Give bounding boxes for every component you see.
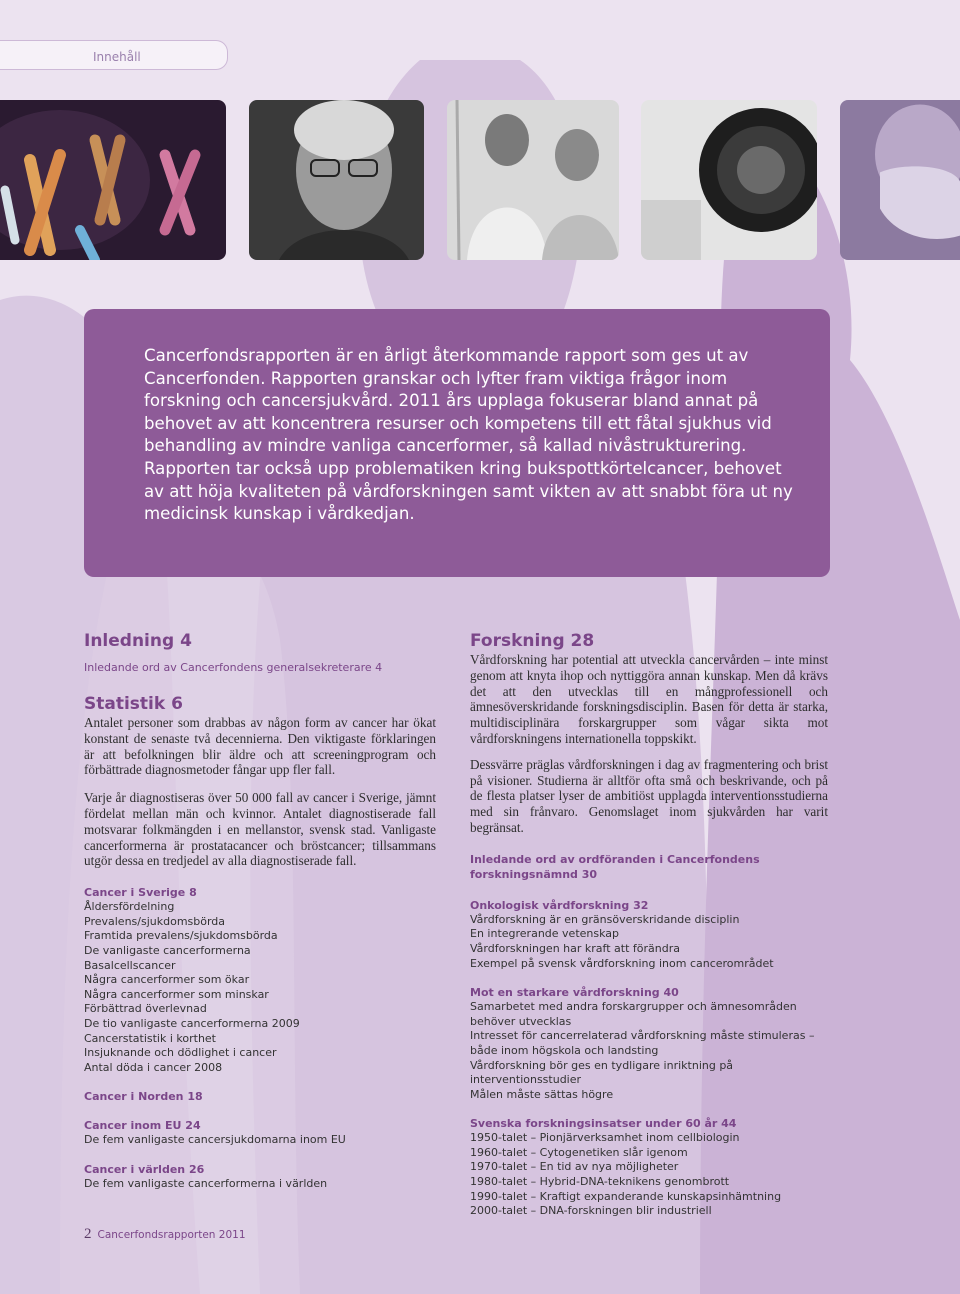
list-item[interactable]: Några cancerformer som minskar xyxy=(84,987,269,1001)
toc-statistik[interactable]: Statistik 6 xyxy=(84,694,183,714)
list-item[interactable]: Förbättrad överlevnad xyxy=(84,1002,207,1016)
list-item[interactable]: 1970-talet – En tid av nya möjligheter xyxy=(470,1160,679,1174)
toc-insatser[interactable]: Svenska forskningsinsatser under 60 år 44 xyxy=(470,1117,737,1131)
list-item[interactable]: Cancerstatistik i korthet xyxy=(84,1031,216,1045)
list-item[interactable]: En integrerande vetenskap xyxy=(470,927,619,941)
list-item[interactable]: Exempel på svensk vårdforskning inom cancerområdet xyxy=(470,956,774,970)
photo-man-glasses xyxy=(249,100,424,260)
list-item[interactable]: Åldersfördelning xyxy=(84,900,175,914)
toc-cancer-varlden[interactable]: Cancer i världen 26 xyxy=(84,1162,205,1176)
list-item[interactable]: 1980-talet – Hybrid-DNA-teknikens genombrott xyxy=(470,1175,730,1189)
contents-tab-label: Innehåll xyxy=(93,50,141,64)
list-item[interactable]: Prevalens/sjukdomsbörda xyxy=(84,914,226,928)
toc-left-column xyxy=(84,630,436,1191)
toc-onkologisk[interactable]: Onkologisk vårdforskning 32 xyxy=(470,898,649,912)
toc-right-column xyxy=(470,630,828,1219)
footer-title: Cancerfondsrapporten 2011 xyxy=(97,1229,246,1241)
intro-box xyxy=(84,309,830,577)
list-item[interactable]: Vårdforskning bör ges en tydligare inriktning på interventionsstudier xyxy=(470,1058,734,1087)
intro-text: Cancerfondsrapporten är en årligt återkommande rapport som ges ut av Cancerfonden. Rapporten granskar och lyfter fram viktiga frågor inom forskning och cancersjukvård. 2011 års upplaga fokuserar bland annat på behovet av att koncentrera resurser och kompetens till ett fåtal sjukhus vid behandling av mindre vanliga cancerformer, så kallad nivåstrukturering. Rapporten tar också upp problematiken kring bukspottkörtelcancer, behovet av att höja kvaliteten på vårdforskningen samt vikten av att snabbt föra ut ny medicinsk kunskap i vårdkedjan. xyxy=(144,346,793,524)
list-item[interactable]: Framtida prevalens/sjukdomsbörda xyxy=(84,929,278,943)
toc-inledning-sub[interactable]: Inledande ord av Cancerfondens generalsekreterare 4 xyxy=(84,661,383,674)
photo-nurse-patient xyxy=(447,100,619,260)
forskning-paragraph-2: Dessvärre präglas vårdforskningen i dag av fragmentering och brist på visioner. Studierna är alltför ofta små och beskrivande, och på de flesta platser lyser de ambitiöst upplagda interventionsstudierna med sin frånvaro. Genomslaget inom sjukvården har varit begränsat. xyxy=(470,756,828,835)
statistik-paragraph-1: Antalet personer som drabbas av någon form av cancer har ökat konstant de senaste två decennierna. Den viktigaste förklaringen är att befolkningen blir äldre och att screeningprogram och förbättrade diagnosmetoder fångar upp fler fall. xyxy=(84,715,436,778)
list-item[interactable]: De vanligaste cancerformerna xyxy=(84,943,251,957)
toc-starkare[interactable]: Mot en starkare vårdforskning 40 xyxy=(470,986,679,1000)
toc-cancer-norden[interactable]: Cancer i Norden 18 xyxy=(84,1090,203,1104)
photo-chromosomes xyxy=(0,100,226,260)
contents-tab[interactable] xyxy=(0,40,228,70)
list-item[interactable]: 2000-talet – DNA-forskningen blir industriell xyxy=(470,1204,712,1218)
list-item[interactable]: 1960-talet – Cytogenetiken slår igenom xyxy=(470,1145,688,1159)
list-item[interactable]: Intresset för cancerrelaterad vårdforskning måste stimuleras – både inom högskola och landsting xyxy=(470,1029,815,1057)
list-item[interactable]: Några cancerformer som ökar xyxy=(84,973,250,987)
list-item[interactable]: Målen måste sättas högre xyxy=(470,1087,614,1101)
toc-cancer-sverige[interactable]: Cancer i Sverige 8 xyxy=(84,886,197,900)
page-number: 2 xyxy=(84,1226,92,1242)
page-footer xyxy=(84,1226,246,1243)
list-item[interactable]: 1990-talet – Kraftigt expanderande kunskapsinhämtning xyxy=(470,1189,782,1203)
toc-ordforande[interactable]: Inledande ord av ordföranden i Cancerfondens forskningsnämnd 30 xyxy=(470,852,760,881)
list-item[interactable]: De fem vanligaste cancersjukdomarna inom EU xyxy=(84,1133,346,1147)
toc-inledning[interactable]: Inledning 4 xyxy=(84,631,192,651)
list-item[interactable]: 1950-talet – Pionjärverksamhet inom cellbiologin xyxy=(470,1131,740,1145)
list-item[interactable]: Samarbetet med andra forskargrupper och ämnesområden behöver utvecklas xyxy=(470,1000,797,1028)
list-item[interactable]: Insjuknande och dödlighet i cancer xyxy=(84,1046,277,1060)
list-item[interactable]: De tio vanligaste cancerformerna 2009 xyxy=(84,1016,300,1030)
list-item[interactable]: Vårdforskningen har kraft att förändra xyxy=(470,941,680,955)
list-item[interactable]: Antal döda i cancer 2008 xyxy=(84,1060,223,1074)
statistik-paragraph-2: Varje år diagnostiseras över 50 000 fall av cancer i Sverige, jämnt fördelat mellan män och kvinnor. Antalet diagnostiserade fall motsvarar folkmängden i en mellanstor, svensk stad. Vanligaste cancerformerna är prostatacancer och bröstcancer; tillsammans utgör dessa en tredjedel av alla diagnostiserade fall. xyxy=(84,790,436,869)
list-item[interactable]: De fem vanligaste cancerformerna i världen xyxy=(84,1176,328,1190)
list-item[interactable]: Basalcellscancer xyxy=(84,958,176,972)
forskning-paragraph-1: Vårdforskning har potential att utveckla cancervården – inte minst genom att knyta ihop och nyttiggöra annan kunskap. Men då krävs det att den utvecklas till en mångprofessionell och ämnesöverskridande forskningsdisciplin. Basen för detta är starka, multidisciplinära forskargrupper som vågar sikta mot vårdforskningens internationella toppskikt. xyxy=(470,652,828,746)
photo-microscope xyxy=(641,100,817,260)
toc-forskning[interactable]: Forskning 28 xyxy=(470,631,595,651)
photo-surgeon-mask xyxy=(840,100,960,260)
sverige-list xyxy=(84,900,436,1075)
toc-cancer-eu[interactable]: Cancer inom EU 24 xyxy=(84,1119,201,1133)
list-item[interactable]: Vårdforskning är en gränsöverskridande disciplin xyxy=(470,912,740,926)
